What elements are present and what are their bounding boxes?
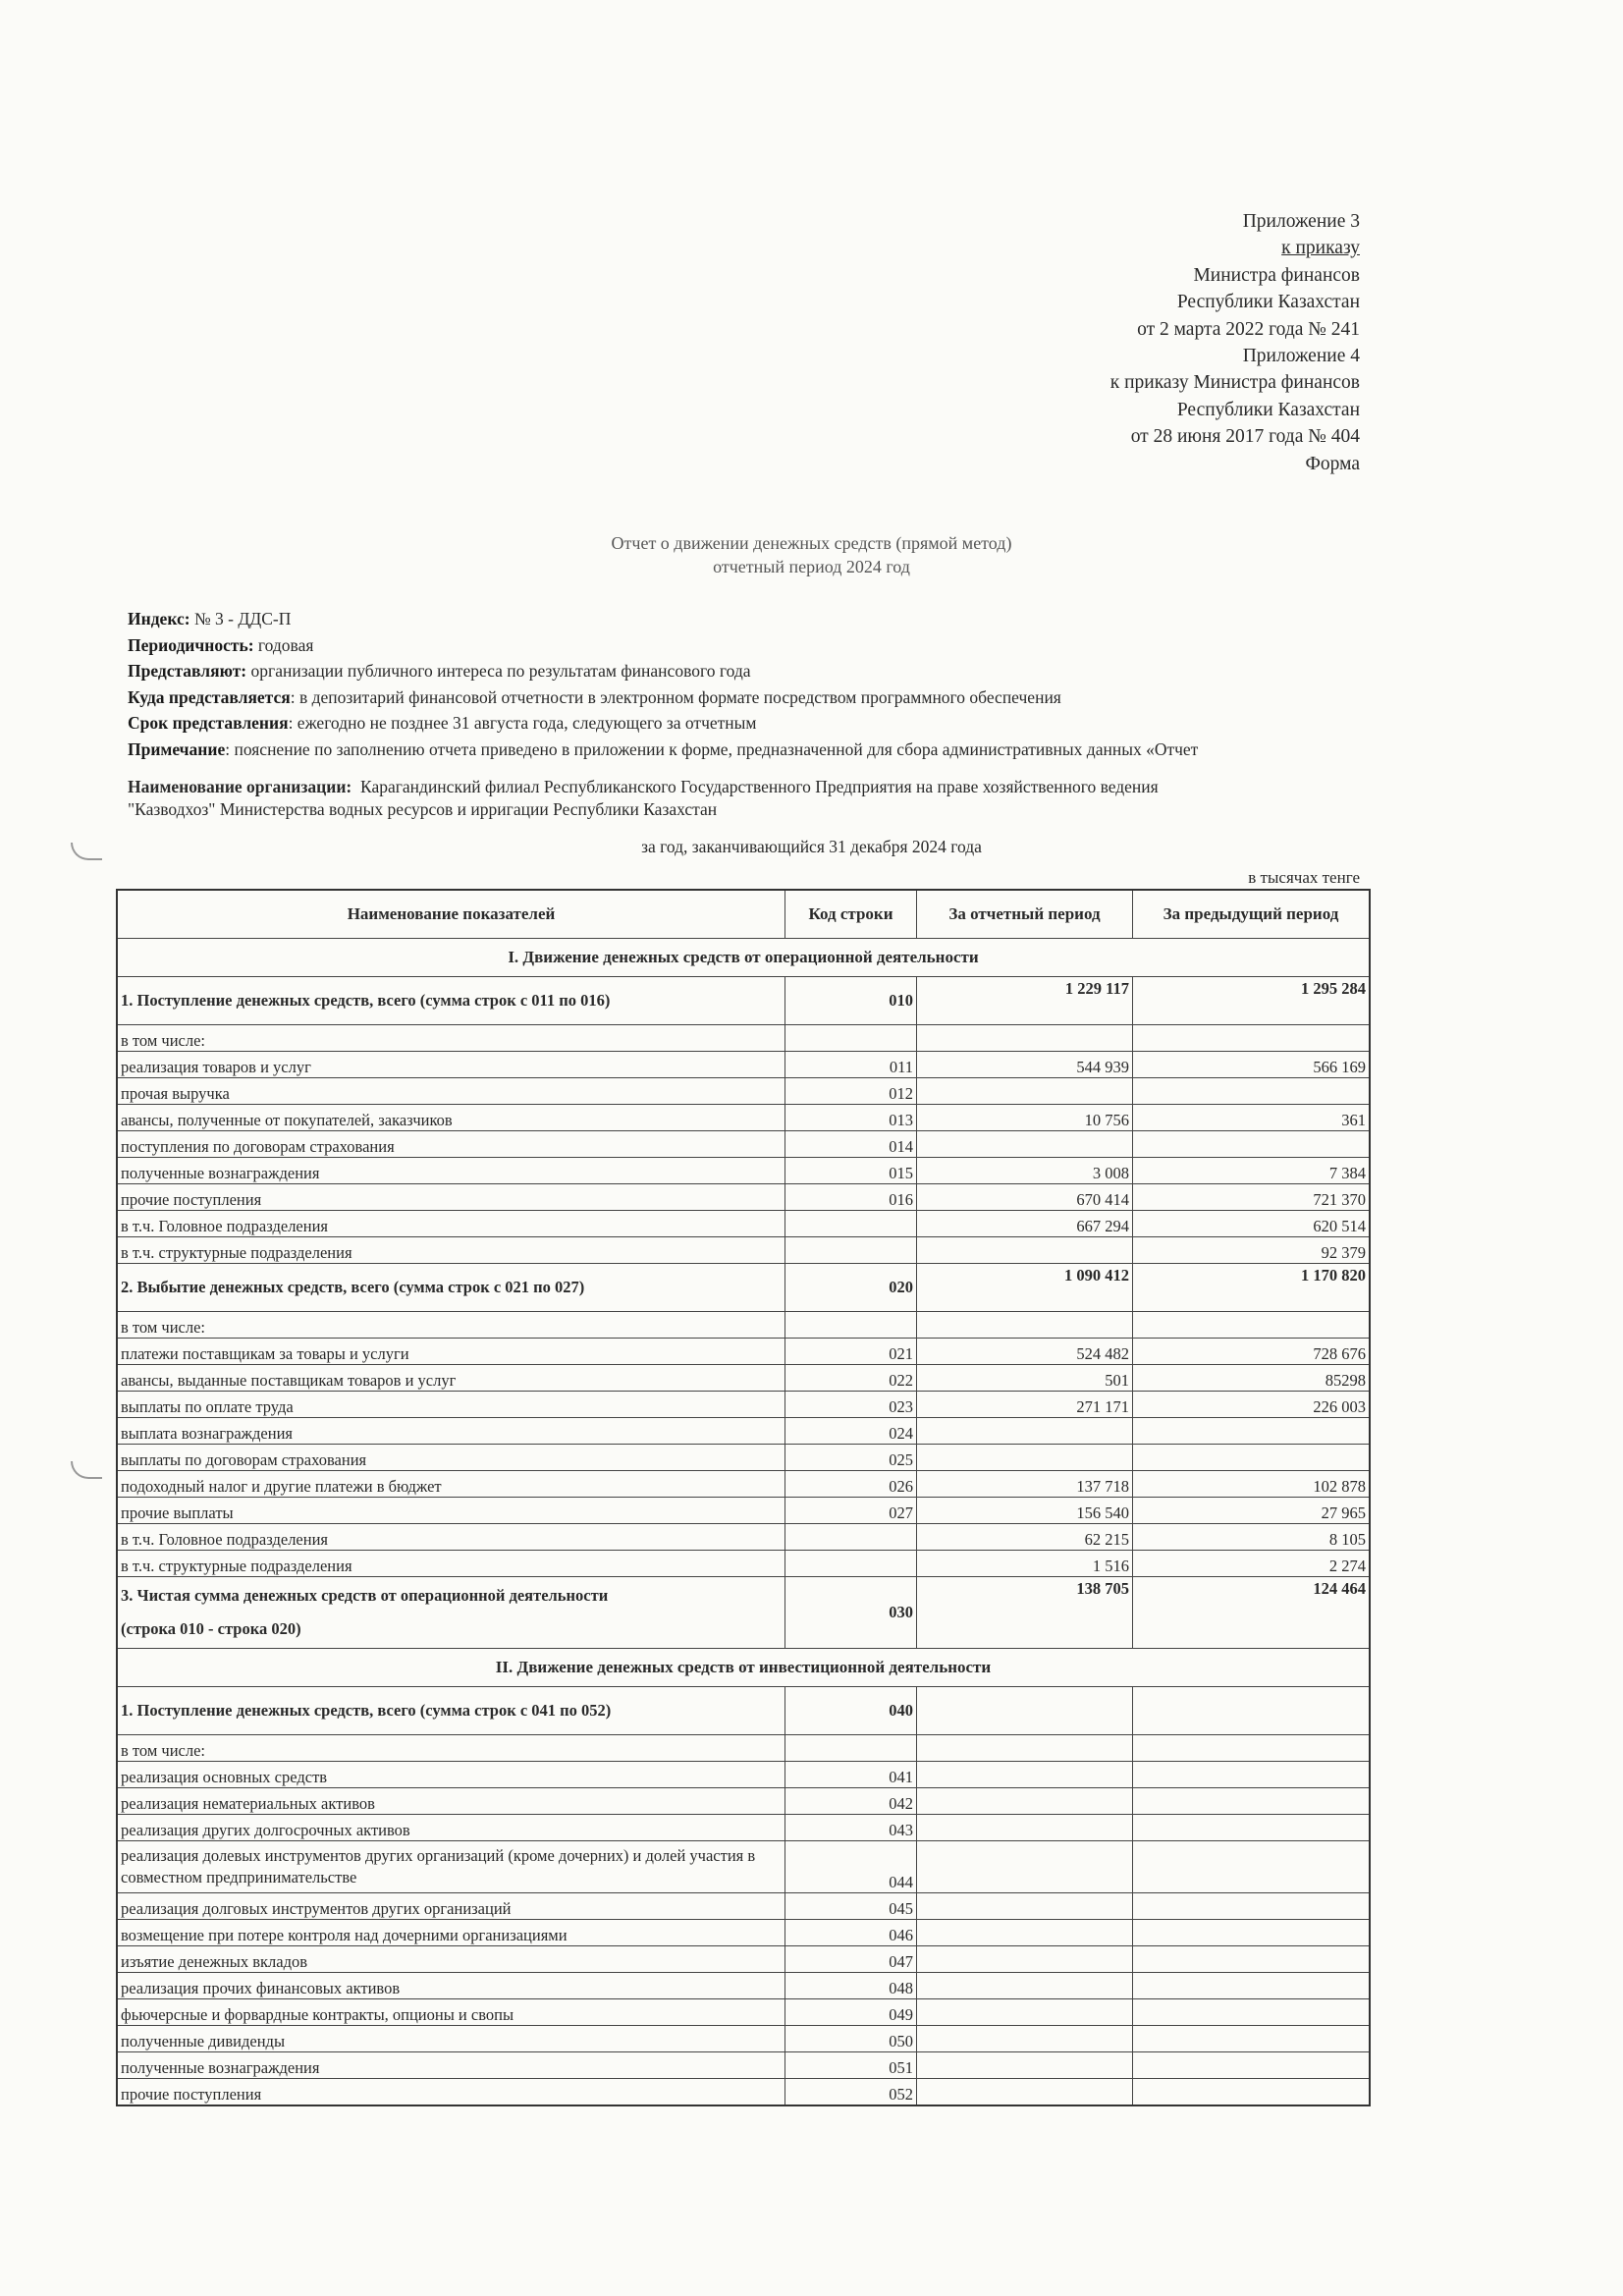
table-row — [117, 1471, 1370, 1498]
row-code: 048 — [785, 1973, 917, 1999]
previous-period-value: 7 384 — [1133, 1158, 1371, 1184]
previous-period-value — [1133, 1788, 1371, 1815]
appendix-header — [1110, 208, 1360, 477]
row-code: 024 — [785, 1418, 917, 1445]
row-code — [785, 1735, 917, 1762]
table-row — [117, 1211, 1370, 1237]
table-row — [117, 1237, 1370, 1264]
current-period-value: 1 229 117 — [917, 977, 1133, 1025]
appendix-line: к приказу — [1281, 238, 1360, 259]
indicator-name: прочие выплаты — [117, 1498, 785, 1524]
row-code: 042 — [785, 1788, 917, 1815]
indicator-name: прочие поступления — [117, 2079, 785, 2106]
row-code: 040 — [785, 1687, 917, 1735]
previous-period-value — [1133, 1312, 1371, 1339]
previous-period-value — [1133, 1078, 1371, 1105]
current-period-value: 524 482 — [917, 1339, 1133, 1365]
previous-period-value — [1133, 1445, 1371, 1471]
indicator-name: в том числе: — [117, 1735, 785, 1762]
previous-period-value: 124 464 — [1133, 1577, 1371, 1649]
current-period-value — [917, 2052, 1133, 2079]
table-row — [117, 1841, 1370, 1893]
table-row — [117, 2052, 1370, 2079]
current-period-value: 156 540 — [917, 1498, 1133, 1524]
previous-period-value: 226 003 — [1133, 1392, 1371, 1418]
previous-period-value: 721 370 — [1133, 1184, 1371, 1211]
column-header: За предыдущий период — [1133, 890, 1371, 939]
current-period-value: 1 516 — [917, 1551, 1133, 1577]
indicator-name: выплаты по оплате труда — [117, 1392, 785, 1418]
meta-note: Примечание: пояснение по заполнению отчета приведено в приложении к форме, предназначенной для сбора административных данных «Отчет — [128, 738, 1199, 759]
indicator-name: реализация долевых инструментов других организаций (кроме дочерних) и долей участия в совместном предпринимательстве — [117, 1841, 785, 1893]
table-row — [117, 1312, 1370, 1339]
current-period-value — [917, 1131, 1133, 1158]
table-row — [117, 1078, 1370, 1105]
section-title: I. Движение денежных средств от операционной деятельности — [117, 939, 1370, 977]
table-row — [117, 1052, 1370, 1078]
current-period-value — [917, 1418, 1133, 1445]
table-row — [117, 1339, 1370, 1365]
indicator-name: выплаты по договорам страхования — [117, 1445, 785, 1471]
hole-punch-mark — [71, 1461, 102, 1479]
table-row — [117, 1735, 1370, 1762]
table-row — [117, 977, 1370, 1025]
current-period-value — [917, 1025, 1133, 1052]
report-metadata — [128, 606, 1404, 763]
current-period-value — [917, 1973, 1133, 1999]
previous-period-value — [1133, 1687, 1371, 1735]
report-title-line: Отчет о движении денежных средств (прямой метод) — [611, 533, 1012, 553]
indicator-name: полученные вознаграждения — [117, 1158, 785, 1184]
indicator-name: полученные вознаграждения — [117, 2052, 785, 2079]
row-code: 046 — [785, 1920, 917, 1946]
column-header: За отчетный период — [917, 890, 1133, 939]
current-period-value — [917, 2026, 1133, 2052]
previous-period-value — [1133, 1025, 1371, 1052]
row-code: 043 — [785, 1815, 917, 1841]
table-row — [117, 1392, 1370, 1418]
previous-period-value — [1133, 1841, 1371, 1893]
table-row — [117, 1893, 1370, 1920]
current-period-value: 544 939 — [917, 1052, 1133, 1078]
table-row — [117, 1418, 1370, 1445]
indicator-name: возмещение при потере контроля над дочерними организациями — [117, 1920, 785, 1946]
indicator-name: прочие поступления — [117, 1184, 785, 1211]
indicator-name: платежи поставщикам за товары и услуги — [117, 1339, 785, 1365]
indicator-name: авансы, полученные от покупателей, заказчиков — [117, 1105, 785, 1131]
indicator-name — [117, 1577, 785, 1649]
current-period-value — [917, 1312, 1133, 1339]
previous-period-value: 2 274 — [1133, 1551, 1371, 1577]
table-row — [117, 1920, 1370, 1946]
current-period-value — [917, 1735, 1133, 1762]
row-code: 011 — [785, 1052, 917, 1078]
previous-period-value — [1133, 1762, 1371, 1788]
row-code: 023 — [785, 1392, 917, 1418]
current-period-value: 271 171 — [917, 1392, 1133, 1418]
appendix-line: Министра финансов — [1193, 264, 1360, 286]
previous-period-value: 566 169 — [1133, 1052, 1371, 1078]
indicator-name: реализация долговых инструментов других организаций — [117, 1893, 785, 1920]
report-title — [0, 531, 1623, 578]
section-header-row — [117, 1649, 1370, 1687]
indicator-name: реализация товаров и услуг — [117, 1052, 785, 1078]
meta-periodicity: Периодичность: годовая — [128, 634, 314, 655]
table-row — [117, 2026, 1370, 2052]
current-period-value — [917, 1237, 1133, 1264]
row-code: 026 — [785, 1471, 917, 1498]
row-code: 013 — [785, 1105, 917, 1131]
meta-submitters: Представляют: организации публичного интереса по результатам финансового года — [128, 661, 751, 682]
row-code: 012 — [785, 1078, 917, 1105]
table-row — [117, 1815, 1370, 1841]
indicator-name: 1. Поступление денежных средств, всего (сумма строк с 041 по 052) — [117, 1687, 785, 1735]
previous-period-value — [1133, 1946, 1371, 1973]
table-row — [117, 1131, 1370, 1158]
row-code: 014 — [785, 1131, 917, 1158]
appendix-line: Республики Казахстан — [1176, 292, 1360, 313]
indicator-name: поступления по договорам страхования — [117, 1131, 785, 1158]
appendix-line: Приложение 4 — [1242, 346, 1360, 367]
units-label: в тысячах тенге — [1248, 868, 1360, 887]
column-header: Наименование показателей — [117, 890, 785, 939]
row-code: 044 — [785, 1841, 917, 1893]
row-code: 030 — [785, 1577, 917, 1649]
current-period-value — [917, 1841, 1133, 1893]
row-code — [785, 1312, 917, 1339]
organization-name — [128, 776, 1375, 821]
column-header: Код строки — [785, 890, 917, 939]
section-header-row — [117, 939, 1370, 977]
row-code: 027 — [785, 1498, 917, 1524]
previous-period-value — [1133, 1735, 1371, 1762]
table-row — [117, 1788, 1370, 1815]
indicator-name: полученные дивиденды — [117, 2026, 785, 2052]
current-period-value: 138 705 — [917, 1577, 1133, 1649]
table-row — [117, 1524, 1370, 1551]
table-row — [117, 1365, 1370, 1392]
organization-label: Наименование организации: — [128, 777, 352, 796]
previous-period-value — [1133, 1418, 1371, 1445]
indicator-name: в т.ч. структурные подразделения — [117, 1551, 785, 1577]
meta-destination: Куда представляется: в депозитарий финансовой отчетности в электронном формате посредством программного обеспечения — [128, 686, 1061, 707]
indicator-name: прочая выручка — [117, 1078, 785, 1105]
previous-period-value: 102 878 — [1133, 1471, 1371, 1498]
current-period-value — [917, 1788, 1133, 1815]
previous-period-value: 1 170 820 — [1133, 1264, 1371, 1312]
previous-period-value: 361 — [1133, 1105, 1371, 1131]
indicator-name: реализация других долгосрочных активов — [117, 1815, 785, 1841]
table-row — [117, 2079, 1370, 2106]
row-code: 045 — [785, 1893, 917, 1920]
table-row — [117, 1946, 1370, 1973]
previous-period-value: 92 379 — [1133, 1237, 1371, 1264]
previous-period-value: 8 105 — [1133, 1524, 1371, 1551]
current-period-value — [917, 1687, 1133, 1735]
row-code: 052 — [785, 2079, 917, 2106]
current-period-value — [917, 1920, 1133, 1946]
previous-period-value — [1133, 2079, 1371, 2106]
table-row — [117, 1762, 1370, 1788]
previous-period-value: 85298 — [1133, 1365, 1371, 1392]
current-period-value: 62 215 — [917, 1524, 1133, 1551]
indicator-name: в том числе: — [117, 1025, 785, 1052]
row-code: 047 — [785, 1946, 917, 1973]
row-code — [785, 1524, 917, 1551]
previous-period-value — [1133, 1920, 1371, 1946]
row-code: 022 — [785, 1365, 917, 1392]
current-period-value: 670 414 — [917, 1184, 1133, 1211]
row-code: 041 — [785, 1762, 917, 1788]
table-body — [117, 939, 1370, 2106]
table-row — [117, 1498, 1370, 1524]
previous-period-value: 620 514 — [1133, 1211, 1371, 1237]
hole-punch-mark — [71, 843, 102, 860]
current-period-value: 1 090 412 — [917, 1264, 1133, 1312]
appendix-line: Республики Казахстан — [1176, 399, 1360, 420]
current-period-value: 3 008 — [917, 1158, 1133, 1184]
table-row — [117, 1687, 1370, 1735]
indicator-name: реализация прочих финансовых активов — [117, 1973, 785, 1999]
indicator-name: в т.ч. структурные подразделения — [117, 1237, 785, 1264]
previous-period-value — [1133, 1131, 1371, 1158]
table-row — [117, 1551, 1370, 1577]
previous-period-value: 728 676 — [1133, 1339, 1371, 1365]
appendix-line: Приложение 3 — [1242, 211, 1360, 232]
indicator-name: 1. Поступление денежных средств, всего (сумма строк с 011 по 016) — [117, 977, 785, 1025]
row-code: 051 — [785, 2052, 917, 2079]
previous-period-value: 1 295 284 — [1133, 977, 1371, 1025]
appendix-line: от 28 июня 2017 года № 404 — [1130, 426, 1360, 448]
meta-index: Индекс: № 3 - ДДС-П — [128, 609, 292, 629]
current-period-value — [917, 1946, 1133, 1973]
indicator-name: в т.ч. Головное подразделения — [117, 1524, 785, 1551]
indicator-name-line: (строка 010 - строка 020) — [121, 1619, 301, 1638]
row-code — [785, 1551, 917, 1577]
row-code: 016 — [785, 1184, 917, 1211]
previous-period-value — [1133, 1973, 1371, 1999]
current-period-value — [917, 1815, 1133, 1841]
table-row — [117, 1445, 1370, 1471]
current-period-value — [917, 1999, 1133, 2026]
table-row — [117, 1025, 1370, 1052]
current-period-value — [917, 2079, 1133, 2106]
current-period-value — [917, 1762, 1133, 1788]
indicator-name: реализация нематериальных активов — [117, 1788, 785, 1815]
row-code — [785, 1211, 917, 1237]
current-period-value — [917, 1445, 1133, 1471]
row-code: 015 — [785, 1158, 917, 1184]
current-period-value — [917, 1078, 1133, 1105]
row-code: 021 — [785, 1339, 917, 1365]
row-code: 049 — [785, 1999, 917, 2026]
indicator-name: подоходный налог и другие платежи в бюджет — [117, 1471, 785, 1498]
indicator-name: изъятие денежных вкладов — [117, 1946, 785, 1973]
appendix-line: от 2 марта 2022 года № 241 — [1137, 318, 1360, 340]
table-row — [117, 1264, 1370, 1312]
indicator-name: 2. Выбытие денежных средств, всего (сумма строк с 021 по 027) — [117, 1264, 785, 1312]
previous-period-value: 27 965 — [1133, 1498, 1371, 1524]
section-title: II. Движение денежных средств от инвестиционной деятельности — [117, 1649, 1370, 1687]
organization-line: "Казводхоз" Министерства водных ресурсов и ирригации Республики Казахстан — [128, 799, 718, 819]
table-row — [117, 1973, 1370, 1999]
previous-period-value — [1133, 2026, 1371, 2052]
cash-flow-table — [116, 889, 1371, 2106]
previous-period-value — [1133, 1999, 1371, 2026]
table-row — [117, 1577, 1370, 1649]
appendix-line: Форма — [1305, 453, 1360, 474]
current-period-value: 137 718 — [917, 1471, 1133, 1498]
table-row — [117, 1105, 1370, 1131]
previous-period-value — [1133, 2052, 1371, 2079]
current-period-value — [917, 1893, 1133, 1920]
indicator-name: фьючерсные и форвардные контракты, опционы и свопы — [117, 1999, 785, 2026]
appendix-line: к приказу Министра финансов — [1109, 372, 1360, 394]
previous-period-value — [1133, 1893, 1371, 1920]
row-code — [785, 1237, 917, 1264]
indicator-name: авансы, выданные поставщикам товаров и услуг — [117, 1365, 785, 1392]
current-period-value: 501 — [917, 1365, 1133, 1392]
row-code — [785, 1025, 917, 1052]
indicator-name-line: 3. Чистая сумма денежных средств от операционной деятельности — [121, 1586, 609, 1605]
indicator-name: в т.ч. Головное подразделения — [117, 1211, 785, 1237]
row-code: 025 — [785, 1445, 917, 1471]
current-period-value: 667 294 — [917, 1211, 1133, 1237]
organization-line: Карагандинский филиал Республиканского Государственного Предприятия на праве хозяйственного ведения — [360, 777, 1159, 796]
row-code: 050 — [785, 2026, 917, 2052]
reporting-period: за год, заканчивающийся 31 декабря 2024 года — [641, 837, 982, 856]
indicator-name: в том числе: — [117, 1312, 785, 1339]
table-row — [117, 1999, 1370, 2026]
table-row — [117, 1158, 1370, 1184]
table-row — [117, 1184, 1370, 1211]
row-code: 020 — [785, 1264, 917, 1312]
row-code: 010 — [785, 977, 917, 1025]
indicator-name: выплата вознаграждения — [117, 1418, 785, 1445]
report-period-line: отчетный период 2024 год — [713, 557, 910, 576]
meta-deadline: Срок представления: ежегодно не позднее 31 августа года, следующего за отчетным — [128, 713, 757, 734]
indicator-name: реализация основных средств — [117, 1762, 785, 1788]
current-period-value: 10 756 — [917, 1105, 1133, 1131]
previous-period-value — [1133, 1815, 1371, 1841]
